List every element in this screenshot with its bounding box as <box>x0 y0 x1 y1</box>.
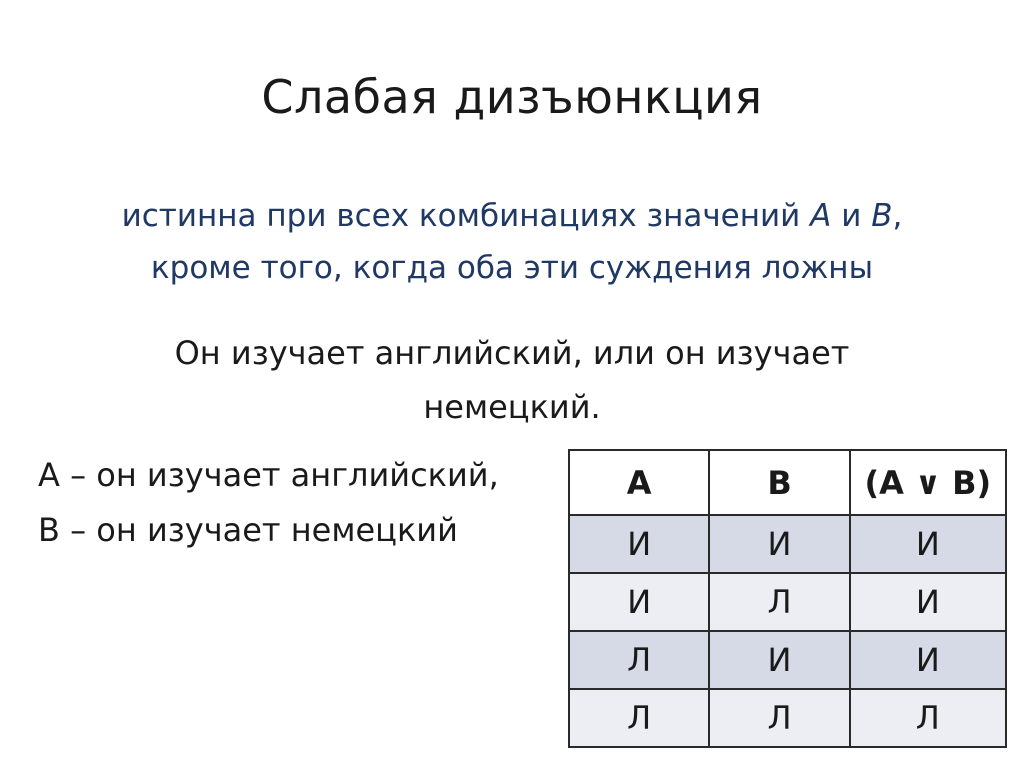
table-row <box>569 689 1006 747</box>
variable-a: A <box>810 198 832 234</box>
definition-text <box>0 190 1024 294</box>
example-sentence <box>0 326 1024 434</box>
table-cell: И <box>569 573 709 631</box>
table-cell: И <box>850 631 1006 689</box>
example-line-2: немецкий. <box>423 388 601 426</box>
example-line-1: Он изучает английский, или он изучает <box>174 334 850 372</box>
table-cell: Л <box>569 689 709 747</box>
table-cell: И <box>709 631 849 689</box>
definition-line-2: кроме того, когда оба эти суждения ложны <box>150 250 874 286</box>
header-a-or-b: (A ∨ B) <box>850 450 1006 515</box>
definition-line-1 <box>0 190 1024 242</box>
table-cell: И <box>709 515 849 573</box>
table-row <box>569 515 1006 573</box>
table-row <box>569 631 1006 689</box>
slide-title: Слабая дизъюнкция <box>261 70 763 124</box>
table-row <box>569 573 1006 631</box>
table-cell: Л <box>569 631 709 689</box>
legend-b: В – он изучает немецкий <box>38 511 458 549</box>
definition-comma: , <box>892 198 903 234</box>
header-a: A <box>569 450 709 515</box>
truth-table <box>568 449 1007 748</box>
table-cell: Л <box>850 689 1006 747</box>
table-cell: И <box>569 515 709 573</box>
table-cell: Л <box>709 689 849 747</box>
truth-table-header-row <box>569 450 1006 515</box>
table-cell: Л <box>709 573 849 631</box>
table-cell: И <box>850 515 1006 573</box>
header-b: B <box>709 450 849 515</box>
definition-prefix: истинна при всех комбинациях значений <box>121 198 811 234</box>
definition-conjunction: и <box>831 198 872 234</box>
variable-b: B <box>871 198 893 234</box>
legend-a: А – он изучает английский, <box>38 456 499 494</box>
table-cell: И <box>850 573 1006 631</box>
variable-legend <box>38 448 499 558</box>
